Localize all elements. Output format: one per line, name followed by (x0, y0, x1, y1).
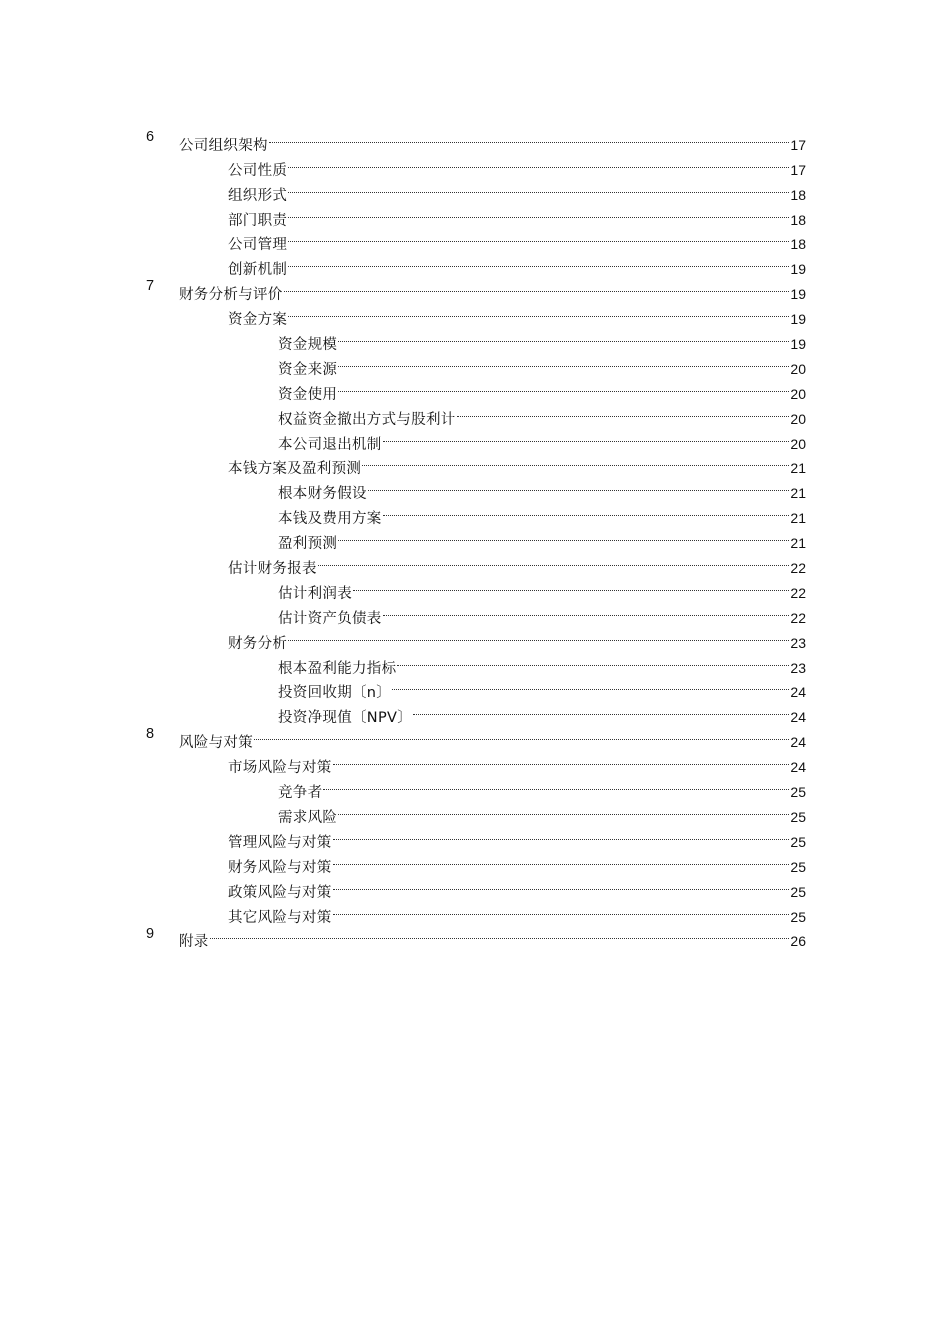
toc-entry-level-2[interactable] (146, 150, 806, 179)
toc-dot-leader (338, 797, 789, 822)
toc-entry-title: 本公司退出机制 (278, 436, 382, 453)
toc-dot-leader (338, 523, 789, 548)
toc-dot-leader (457, 399, 790, 424)
toc-page-number: 25 (790, 808, 806, 825)
toc-page-number: 20 (790, 360, 806, 377)
toc-page-number: 21 (790, 460, 806, 477)
toc-dot-leader (353, 573, 789, 598)
toc-entry-title: 需求风险 (278, 809, 338, 826)
toc-dot-leader (397, 648, 789, 673)
toc-entry-title: 盈利预测 (278, 536, 338, 553)
toc-entry-title: 政策风险与对策 (228, 884, 332, 901)
toc-page-number: 26 (790, 933, 806, 950)
toc-dot-leader (333, 897, 790, 922)
toc-entry-level-2[interactable] (146, 822, 806, 851)
toc-page-number: 25 (790, 833, 806, 850)
toc-entry-title: 估计财务报表 (228, 561, 317, 578)
toc-page-number: 18 (790, 186, 806, 203)
toc-dot-leader (284, 274, 790, 299)
toc-entry-level-2[interactable] (146, 249, 806, 279)
toc-page-number: 24 (790, 734, 806, 751)
toc-entry-level-3[interactable] (146, 324, 806, 354)
toc-page-number: 25 (790, 883, 806, 900)
toc-entry-level-1[interactable] (146, 125, 806, 154)
toc-entry-level-2[interactable] (146, 623, 806, 652)
toc-entry-title: 管理风险与对策 (228, 834, 332, 851)
toc-entry-title: 竞争者 (278, 785, 323, 802)
toc-dot-leader (413, 697, 789, 722)
toc-page-number: 21 (790, 485, 806, 502)
toc-page-number: 19 (790, 261, 806, 278)
toc-dot-leader (269, 125, 790, 150)
toc-page-number: 20 (790, 435, 806, 452)
toc-entry-level-2[interactable] (146, 548, 806, 578)
toc-page-number: 23 (790, 659, 806, 676)
toc-entry-title: 资金使用 (278, 386, 338, 403)
toc-dot-leader (254, 722, 789, 747)
toc-entry-title: 创新机制 (228, 262, 288, 279)
toc-entry-level-3[interactable] (146, 424, 806, 453)
toc-entry-level-3[interactable] (146, 673, 806, 702)
toc-dot-leader (288, 150, 789, 175)
toc-entry-level-3[interactable] (146, 374, 806, 403)
toc-entry-title: 风险与对策 (179, 735, 253, 752)
toc-dot-leader (318, 548, 790, 573)
toc-entry-title: 其它风险与对策 (228, 909, 332, 926)
toc-entry-title: 财务分析 (228, 635, 288, 652)
toc-entry-level-2[interactable] (146, 872, 806, 901)
toc-page-number: 22 (790, 560, 806, 577)
toc-entry-title: 权益资金撤出方式与股利计 (278, 411, 456, 428)
toc-dot-leader (368, 473, 790, 498)
toc-entry-level-1[interactable] (146, 722, 806, 752)
toc-dot-leader (338, 324, 789, 349)
toc-entry-line (179, 922, 806, 956)
toc-entry-title: 本钱方案及盈利预测 (228, 461, 362, 478)
toc-entry-title: 附录 (179, 934, 209, 951)
toc-dot-leader (288, 249, 789, 274)
toc-entry-title: 估计利润表 (278, 585, 352, 602)
toc-entry-title: 市场风险与对策 (228, 760, 332, 777)
toc-dot-leader (333, 847, 790, 872)
toc-dot-leader (288, 175, 789, 200)
toc-entry-level-3[interactable] (146, 349, 806, 378)
toc-section-number: 8 (146, 726, 155, 743)
toc-entry-title: 投资回收期〔n〕 (278, 685, 392, 702)
toc-page-number: 20 (790, 410, 806, 427)
toc-entry-level-1[interactable] (146, 922, 806, 951)
toc-entry-level-2[interactable] (146, 200, 806, 229)
toc-page-number: 17 (790, 161, 806, 178)
toc-entry-level-2[interactable] (146, 175, 806, 204)
toc-dot-leader (210, 922, 790, 947)
toc-entry-level-2[interactable] (146, 299, 806, 329)
toc-entry-title: 根本财务假设 (278, 486, 367, 503)
toc-page-number: 21 (790, 535, 806, 552)
toc-dot-leader (333, 822, 790, 847)
toc-page-number: 19 (790, 311, 806, 328)
toc-page-number: 24 (790, 759, 806, 776)
toc-entry-title: 组织形式 (228, 187, 288, 204)
toc-dot-leader (338, 374, 789, 399)
toc-page-number: 25 (790, 858, 806, 875)
toc-section-number: 9 (146, 925, 155, 942)
toc-entry-level-2[interactable] (146, 747, 806, 777)
toc-dot-leader (362, 449, 789, 474)
toc-entry-title: 公司组织架构 (179, 137, 268, 154)
toc-page-number: 23 (790, 634, 806, 651)
toc-entry-title: 本钱及费用方案 (278, 511, 382, 528)
toc-entry-level-2[interactable] (146, 897, 806, 926)
toc-dot-leader (288, 200, 789, 225)
toc-dot-leader (392, 673, 789, 698)
toc-dot-leader (383, 424, 790, 449)
toc-dot-leader (333, 747, 790, 772)
toc-entry-level-3[interactable] (146, 797, 806, 826)
toc-dot-leader (288, 623, 789, 648)
toc-page-number: 18 (790, 211, 806, 228)
toc-entry-level-3[interactable] (146, 648, 806, 677)
toc-entry-title: 公司管理 (228, 237, 288, 254)
toc-entry-level-2[interactable] (146, 449, 806, 478)
toc-entry-level-3[interactable] (146, 697, 806, 727)
toc-dot-leader (323, 772, 789, 797)
toc-entry-title: 根本盈利能力指标 (278, 660, 397, 677)
toc-entry-level-3[interactable] (146, 598, 806, 627)
toc-entry-title: 资金方案 (228, 312, 288, 329)
toc-page-number: 24 (790, 709, 806, 726)
toc-page-number: 24 (790, 684, 806, 701)
toc-entry-level-3[interactable] (146, 399, 806, 428)
toc-page-number: 22 (790, 609, 806, 626)
toc-page-number: 19 (790, 336, 806, 353)
toc-entry-title: 估计资产负债表 (278, 610, 382, 627)
toc-page-number: 21 (790, 510, 806, 527)
toc-dot-leader (383, 498, 790, 523)
toc-dot-leader (288, 225, 789, 250)
toc-entry-level-3[interactable] (146, 772, 806, 802)
toc-entry-title: 公司性质 (228, 162, 288, 179)
toc-entry-title: 资金规模 (278, 337, 338, 354)
toc-entry-title: 部门职责 (228, 212, 288, 229)
toc-entry-level-2[interactable] (146, 225, 806, 254)
toc-entry-level-3[interactable] (146, 473, 806, 503)
toc-entry-level-3[interactable] (146, 523, 806, 553)
toc-page-number: 18 (790, 236, 806, 253)
toc-entry-title: 财务分析与评价 (179, 287, 283, 304)
toc-page-number: 22 (790, 584, 806, 601)
toc-section-number: 7 (146, 278, 155, 295)
toc-dot-leader (288, 299, 789, 324)
table-of-contents (146, 125, 806, 951)
toc-entry-level-1[interactable] (146, 274, 806, 304)
toc-page-number: 17 (790, 136, 806, 153)
toc-section-number: 6 (146, 129, 155, 145)
toc-entry-level-2[interactable] (146, 847, 806, 876)
toc-page-number: 25 (790, 908, 806, 925)
toc-dot-leader (383, 598, 790, 623)
toc-page-number: 20 (790, 385, 806, 402)
toc-entry-level-3[interactable] (146, 573, 806, 602)
toc-entry-title: 投资净现值〔NPV〕 (278, 710, 413, 727)
toc-page-number: 19 (790, 286, 806, 303)
toc-entry-title: 资金来源 (278, 361, 338, 378)
toc-page-number: 25 (790, 784, 806, 801)
toc-entry-level-3[interactable] (146, 498, 806, 528)
toc-dot-leader (338, 349, 789, 374)
toc-dot-leader (333, 872, 790, 897)
toc-entry-title: 财务风险与对策 (228, 859, 332, 876)
